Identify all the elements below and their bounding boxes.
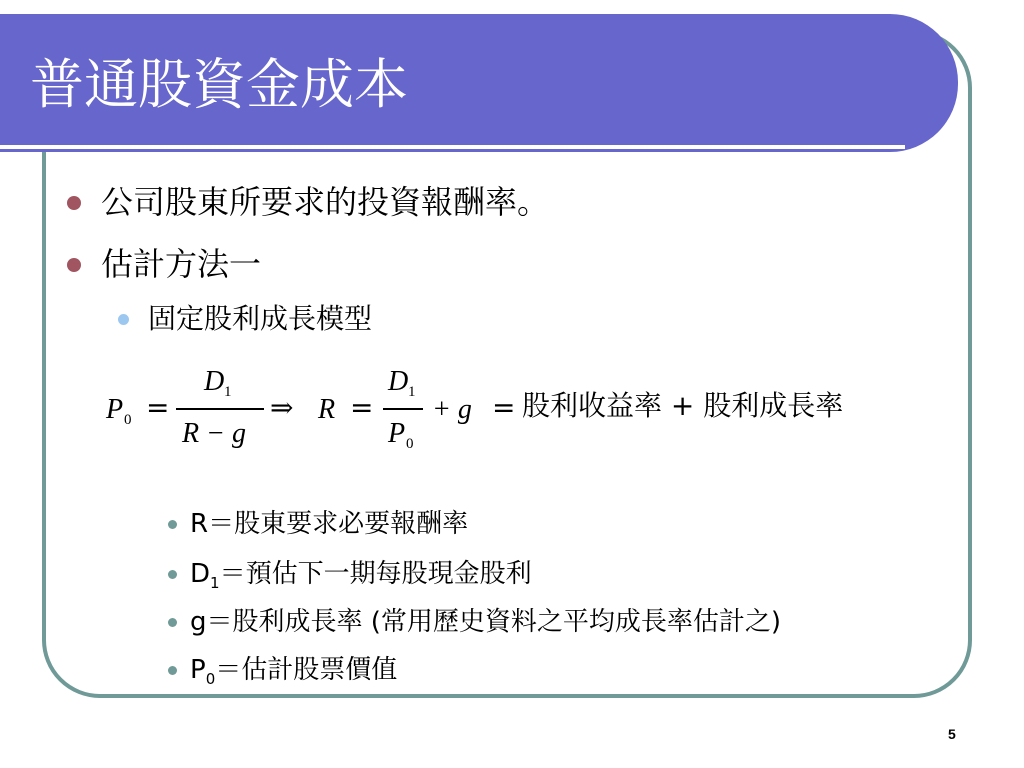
title-bar <box>0 14 958 152</box>
bullet-text: 公司股東所要求的投資報酬率。 <box>101 183 550 221</box>
fraction-bar-2 <box>383 408 423 410</box>
definition-content <box>190 558 532 599</box>
bullet-text: 估計方法一 <box>101 245 262 283</box>
formula-implies: ⇒ <box>270 391 294 424</box>
definition-content <box>190 508 468 540</box>
formula-d-numerator: D <box>204 366 225 397</box>
definition-content <box>190 654 397 695</box>
formula-p-denominator: P <box>388 418 406 449</box>
formula-equals-1: = <box>146 391 170 424</box>
definition-dot-icon <box>168 618 177 627</box>
sub-bullet-text: 固定股利成長模型 <box>148 302 373 335</box>
definition-symbol: D <box>190 559 211 589</box>
formula-r: R <box>318 394 336 425</box>
definition-text: ＝股利成長率 (常用歷史資料之平均成長率估計之) <box>206 607 782 637</box>
formula-equals-3: = <box>492 391 516 424</box>
formula-equals-2: = <box>350 391 374 424</box>
fraction-bar-1 <box>176 408 264 410</box>
dividend-growth-formula <box>100 362 960 462</box>
title-underline <box>0 145 905 149</box>
formula-d-subscript: 1 <box>224 384 232 400</box>
definition-dot-icon <box>168 520 177 529</box>
definition-symbol: R <box>190 509 209 539</box>
formula-rhs-words: 股利收益率 + 股利成長率 <box>522 389 844 422</box>
formula-d-subscript-2: 1 <box>408 384 416 400</box>
definition-subscript: 0 <box>205 670 216 688</box>
definition-dot-icon <box>168 570 177 579</box>
formula-plus-g: + g <box>432 394 472 425</box>
formula-denominator: R − g <box>182 418 246 449</box>
definition-text: ＝股東要求必要報酬率 <box>208 509 469 539</box>
definition-symbol: P <box>190 655 206 685</box>
definition-content <box>190 606 781 638</box>
slide-title: 普通股資金成本 <box>30 53 408 116</box>
formula-p-subscript: 0 <box>124 412 132 428</box>
definition-dot-icon <box>168 666 177 675</box>
formula-d-numerator-2: D <box>388 366 409 397</box>
page-number: 5 <box>948 726 956 742</box>
definition-text: ＝估計股票價值 <box>215 655 398 685</box>
definition-symbol: g <box>190 607 207 637</box>
formula-p: P <box>106 394 124 425</box>
definition-subscript: 1 <box>210 574 220 592</box>
bullet-dot-icon <box>67 196 81 210</box>
bullet-dot-icon <box>67 258 81 272</box>
formula-p-den-subscript: 0 <box>406 436 414 452</box>
sub-bullet-dot-icon <box>118 314 129 325</box>
definition-text: ＝預估下一期每股現金股利 <box>219 559 532 589</box>
